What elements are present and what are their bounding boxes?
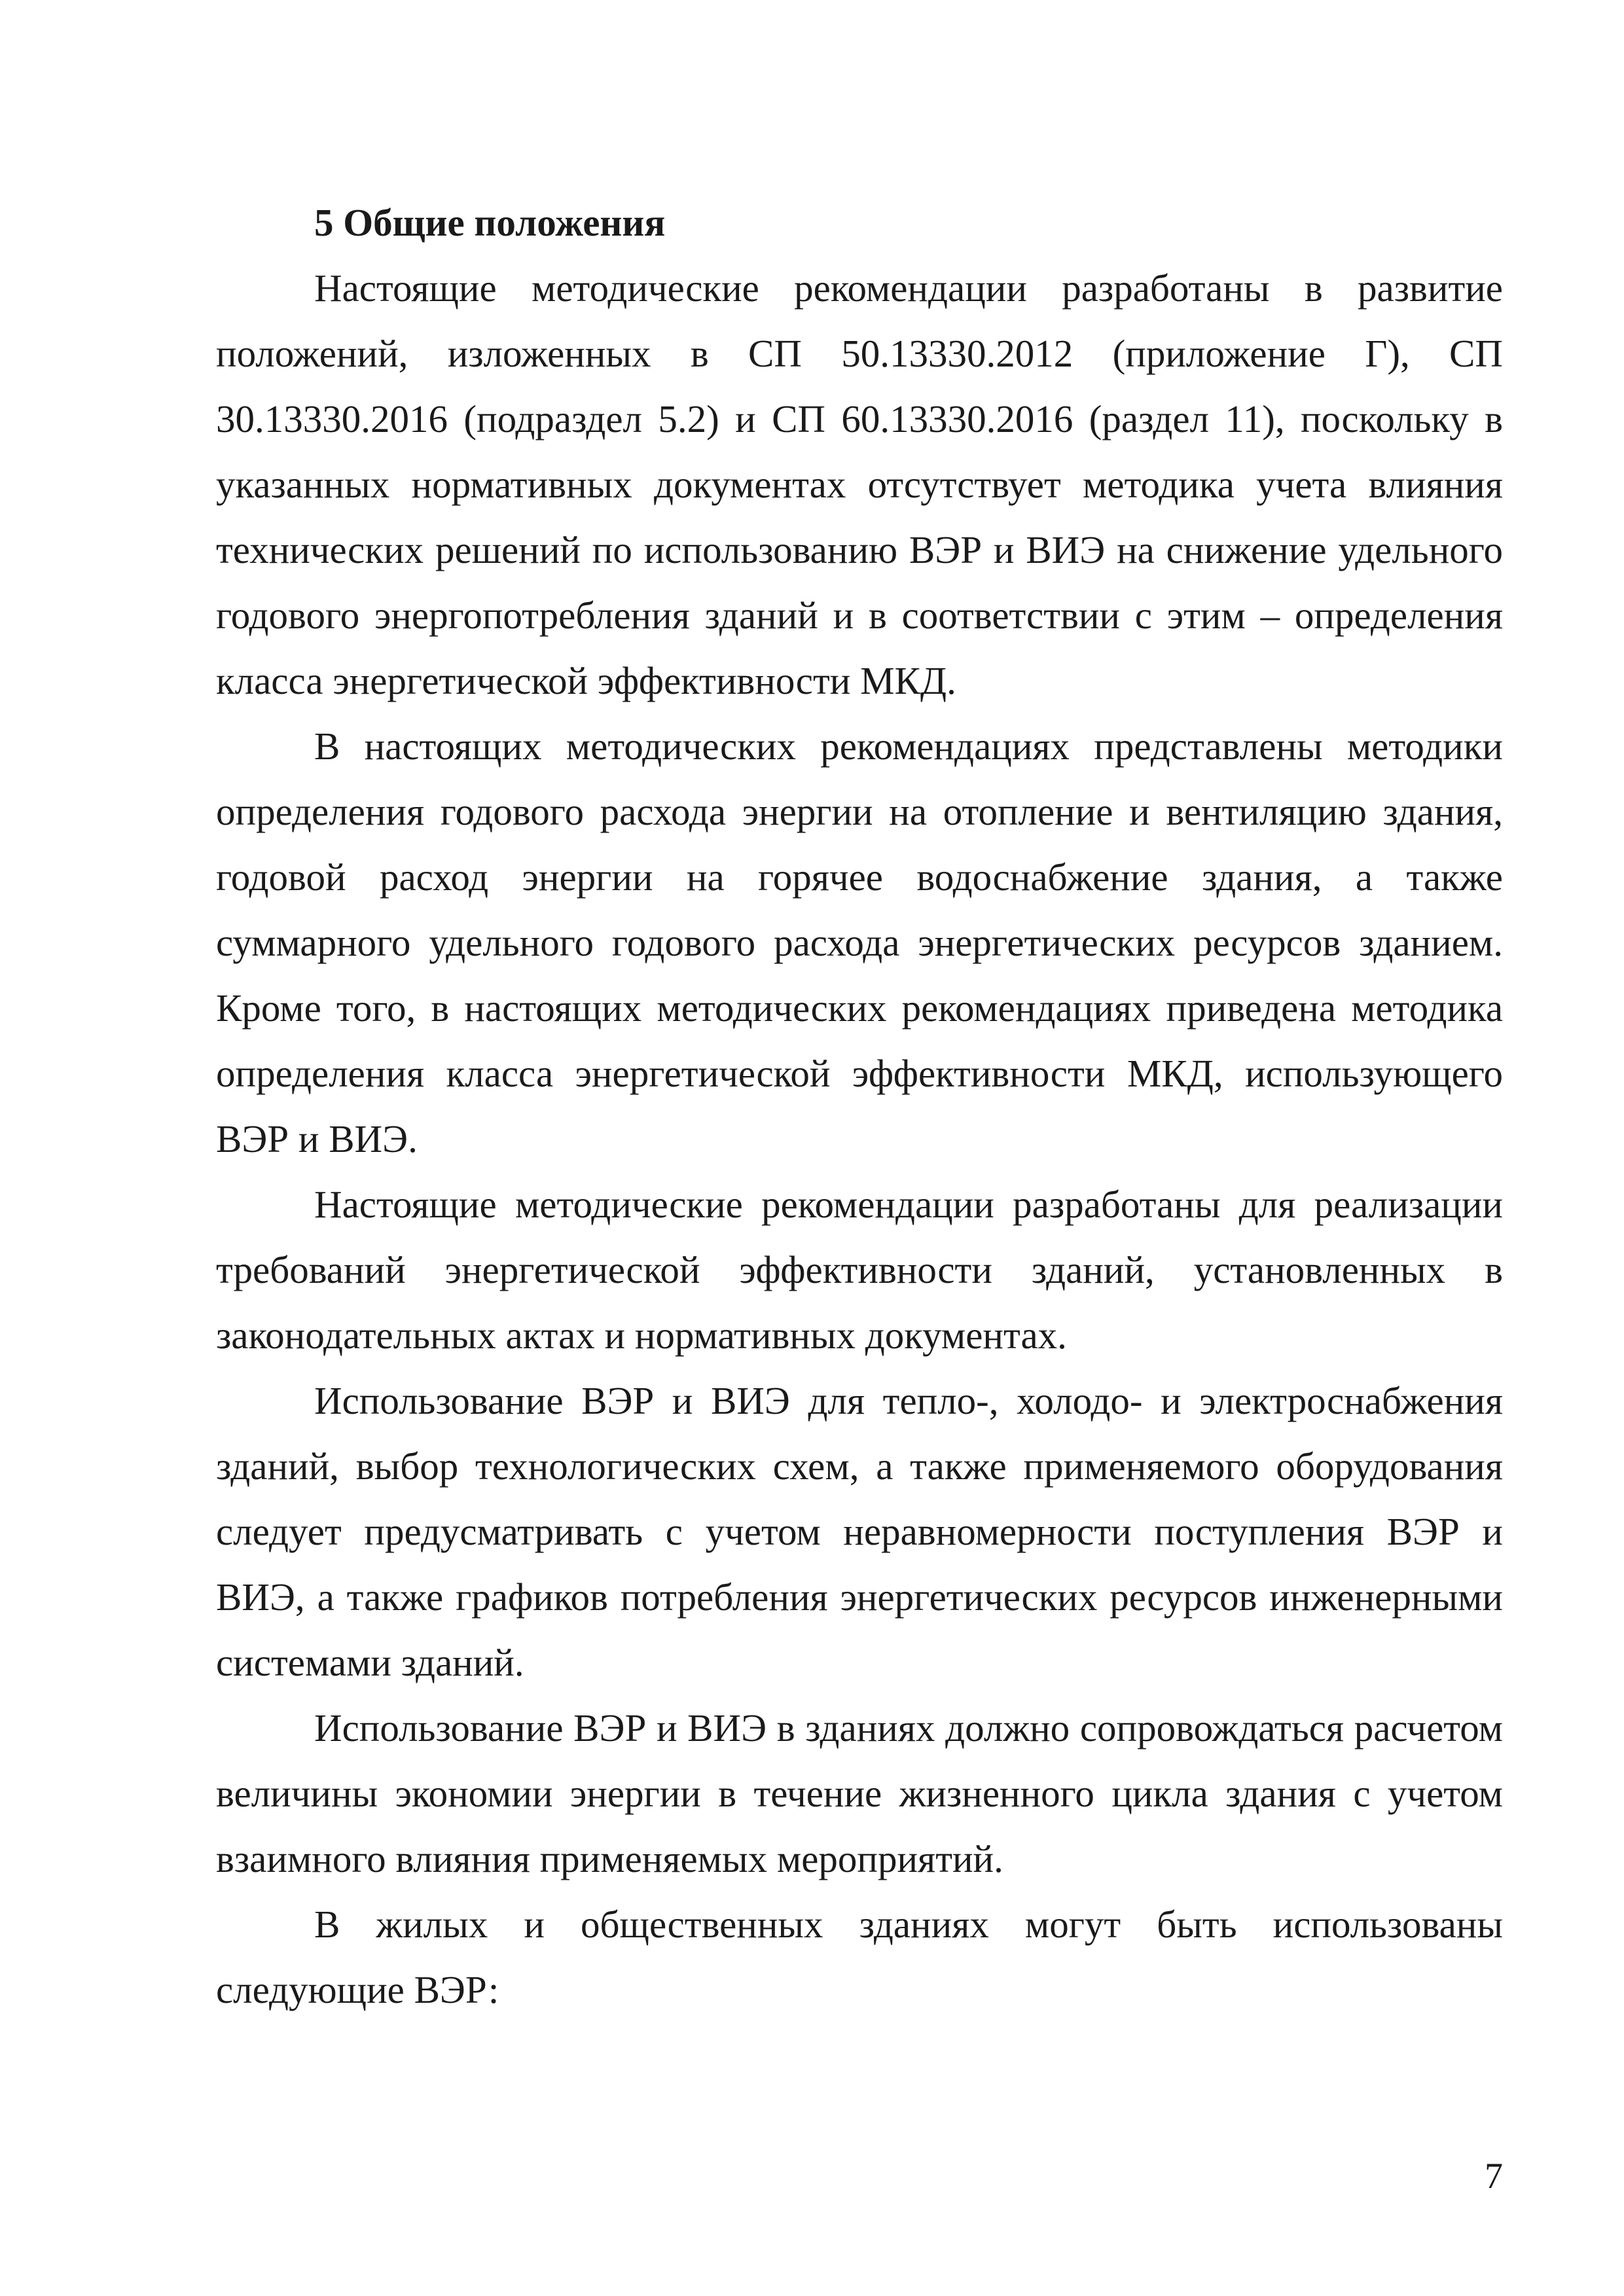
- paragraph: В настоящих методических рекомендациях представлены методики определения годового расхода энергии на отопление и вентиляцию здания, годовой расход энергии на горячее водоснабжение здания, а также суммарного удельного годового расхода энергетических ресурсов зданием. Кроме того, в настоящих методических рекомендациях приведена методика определения класса энергетической эффективности МКД, использующего ВЭР и ВИЭ.: [216, 725, 1503, 1160]
- section-heading: 5 Общие положения: [314, 201, 666, 244]
- paragraph: Настоящие методические рекомендации разработаны в развитие положений, изложенных в СП 50.13330.2012 (приложение Г), СП 30.13330.2016 (подраздел 5.2) и СП 60.13330.2016 (раздел 11), поскольку в указанных нормативных документах отсутствует методика учета влияния технических решений по использованию ВЭР и ВИЭ на снижение удельного годового энергопотребления зданий и в соответствии с этим – определения класса энергетической эффективности МКД.: [216, 266, 1503, 702]
- paragraph: Использование ВЭР и ВИЭ для тепло-, холодо- и электроснабжения зданий, выбор технологических схем, а также применяемого оборудования следует предусматривать с учетом неравномерности поступления ВЭР и ВИЭ, а также графиков потребления энергетических ресурсов инженерными системами зданий.: [216, 1379, 1503, 1684]
- paragraph: Использование ВЭР и ВИЭ в зданиях должно сопровождаться расчетом величины экономии энергии в течение жизненного цикла здания с учетом взаимного влияния применяемых мероприятий.: [216, 1706, 1503, 1880]
- page-number: 7: [1485, 2156, 1503, 2197]
- paragraph: В жилых и общественных зданиях могут быть использованы следующие ВЭР:: [216, 1903, 1503, 2011]
- paragraph: Настоящие методические рекомендации разработаны для реализации требований энергетической эффективности зданий, установленных в законодательных актах и нормативных документах.: [216, 1183, 1503, 1357]
- main-text-block: [216, 190, 1503, 2022]
